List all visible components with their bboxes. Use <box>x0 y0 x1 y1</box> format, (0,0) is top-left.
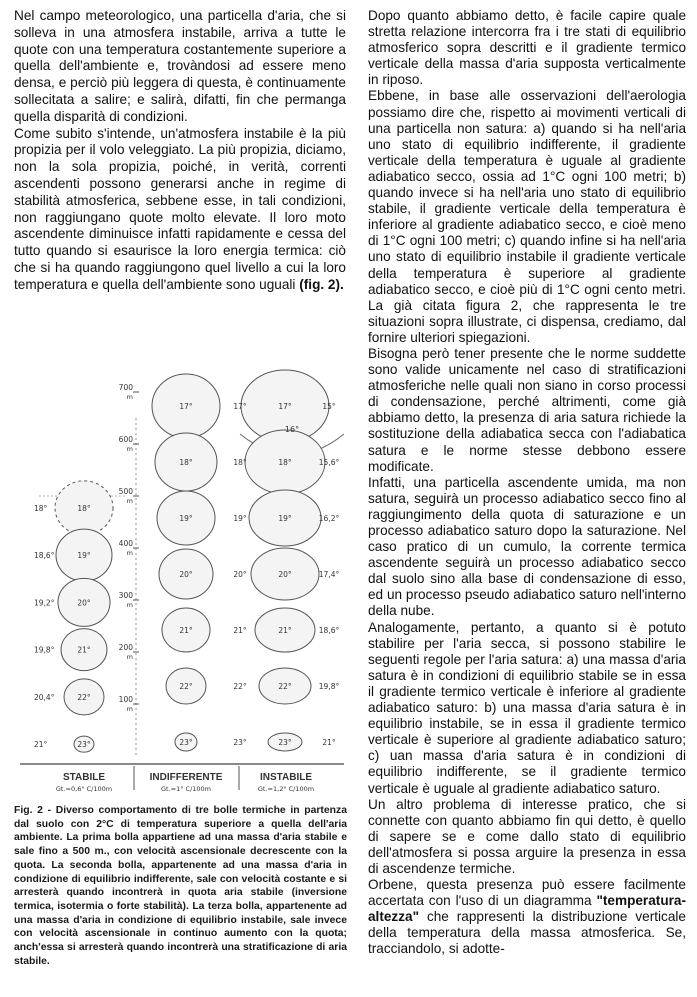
ambient-temperature: 19,8° <box>318 682 340 691</box>
bubble-temperature: 23° <box>77 740 91 750</box>
altitude-label: 400 <box>118 539 133 548</box>
paragraph <box>368 877 686 957</box>
gradient-label: Gt.=1,2° C/100m <box>257 785 315 793</box>
bubble-temperature: 23° <box>179 738 193 747</box>
right-text-column <box>368 8 686 958</box>
ambient-temperature: 16,2° <box>318 514 340 523</box>
paragraph-text: che rappresenti la distribuzione verticale della temperatura della massa atmosferica. Se, tracciandolo, si adotte- <box>368 909 686 957</box>
altitude-unit: m <box>126 393 133 401</box>
ambient-temperature: 19,2° <box>34 598 55 608</box>
ambient-temperature: 17,4° <box>318 570 340 579</box>
ambient-temperature: 15° <box>322 402 336 411</box>
altitude-label: 600 <box>118 435 133 444</box>
altitude-unit: m <box>126 601 133 609</box>
altitude-label: 200 <box>118 643 133 652</box>
ambient-temperature: 21° <box>322 738 336 747</box>
paragraph: Un altro problema di interesse pratico, che si connette con quanto abbiamo fin qui detto, è quello di sapere se e come dallo stato di equilibrio dell'atmosfera si possa arguire la presenza in essa di ascendenze termiche. <box>368 796 686 876</box>
ambient-temperature: 15,6° <box>318 458 340 467</box>
altitude-label: 500 <box>118 487 133 496</box>
altitude-unit: m <box>126 549 133 557</box>
ambient-temperature: 19,8° <box>34 645 55 655</box>
paragraph: Dopo quanto abbiamo detto, è facile capire quale stretta relazione intercorra fra i tre stati di equilibrio atmosferico sopra descritti e il gradiente termico verticale della massa d'aria supposta verticalmente in riposo. <box>368 8 686 88</box>
bubble-temperature: 18° <box>179 458 193 467</box>
altitude-unit: m <box>126 497 133 505</box>
bubble-temperature: 20° <box>77 598 91 608</box>
altitude-label: 300 <box>118 591 133 600</box>
ambient-temperature: 17° <box>233 402 247 411</box>
bubble-temperature: 22° <box>77 692 91 702</box>
thermal-bubbles-diagram <box>14 383 347 796</box>
paragraph: Infatti, una particella ascendente umida, ma non satura, seguirà un processo adiabatico secco fino al raggiungimento della quota di saturazione e un processo adiabatico saturo dopo la saturazione. Nel caso pratico di un cumulo, la corrente termica ascendente seguirà un processo adiabatico secco dal suolo sino alla base di condensazione di esso, ed un processo pseudo adiabatico saturo nell'interno della nube. <box>368 474 686 619</box>
altitude-unit: m <box>126 445 133 453</box>
paragraph-text: Orbene, questa presenza può essere facilmente accertata con l'uso di un diagramma <box>368 877 686 909</box>
ambient-temperature: 19° <box>233 514 247 523</box>
bubble-temperature: 23° <box>278 738 292 747</box>
altitude-label: 700 <box>118 383 133 392</box>
bubble-temperature: 21° <box>77 645 91 655</box>
paragraph: Bisogna però tener presente che le norme suddette sono valide unicamente nel caso di stratificazioni atmosferiche nelle quali non siano in corso processi di condensazione, perché altrimenti, come già abbiamo detto, la presenza di aria satura richiede la sostituzione della adiabatica secca con l'adiabatica satura e le norme stesse debbono essere modificate. <box>368 345 686 474</box>
bubble-temperature: 19° <box>77 551 91 561</box>
bubble-temperature: 20° <box>278 570 292 579</box>
ambient-temperature: 21° <box>233 626 247 635</box>
ambient-temperature: 22° <box>233 682 247 691</box>
bubble-temperature: 21° <box>179 626 193 635</box>
figure-reference: (fig. 2). <box>299 276 344 292</box>
altitude-unit: m <box>126 705 133 713</box>
bubble-temperature: 22° <box>179 682 193 691</box>
bubble-temperature: 22° <box>278 682 292 691</box>
bubble-temperature: 18° <box>278 458 292 467</box>
ambient-temperature: 18,6° <box>34 551 55 561</box>
top-temperature: 16° <box>284 425 300 434</box>
altitude-label: 100 <box>118 695 133 704</box>
ambient-temperature: 18° <box>233 458 247 467</box>
caption-text: Diverso comportamento di tre bolle termiche in partenza dal suolo con 2°C di temperatura superiore a quella dell'aria ambiente. La prima bolla appartiene ad una massa d'aria stabile e sale fino a 500 m., con velocità ascensionale decrescente con la quota. La seconda bolla, appartenente ad una massa d'aria in condizione di equilibrio indifferente, sale con velocità costante e si arresterà quando incontrerà in quota aria stabile (inversione termica, isotermia o forte stabilità). La terza bolla, appartenente ad una massa d'aria in condizione di equilibrio instabile, sale invece con velocità ascensionale in continuo aumento con la quota; anch'essa si arresterà quando incontrerà una stratificazione di aria stabile. <box>14 805 347 967</box>
bubble-temperature: 20° <box>179 570 193 579</box>
caption-label: Fig. 2 - <box>14 805 52 816</box>
bubble-temperature: 21° <box>278 626 292 635</box>
emphasized-term: "temperatura-altezza" <box>368 893 686 925</box>
column-label: STABILE <box>62 772 106 783</box>
altitude-unit: m <box>126 653 133 661</box>
ambient-temperature: 18,6° <box>318 626 340 635</box>
paragraph: Ebbene, in base alle osservazioni dell'aerologia possiamo dire che, rispetto ai movimenti verticali di una particella non satura: a) quando si ha nell'aria uno stato di equilibrio indifferente, il gradiente verticale della temperatura è uguale al gradiente adiabatico secco, ossia ad 1°C ogni 100 metri; b) quando invece si ha nell'aria uno stato di equilibrio stabile, il gradiente verticale della temperatura è inferiore al gradiente adiabatico secco, e cioè meno di 1°C ogni 100 metri; c) quando infine si ha nell'aria uno stato di equilibrio instabile il gradiente verticale della temperatura è superiore al gradiente adiabatico secco, e cioè più di 1°C ogni cento metri. La già citata figura 2, che rappresenta le tre situazioni sopra illustrate, ci dispensa, crediamo, dal fornire ulteriori spiegazioni. <box>368 88 686 345</box>
bubble-temperature: 18° <box>77 503 91 513</box>
paragraph <box>14 126 346 294</box>
figure-thermal-bubbles <box>14 383 347 796</box>
column-label: INSTABILE <box>259 772 313 783</box>
left-text-column <box>14 8 346 294</box>
gradient-label: Gt.=0,6° C/100m <box>55 785 113 793</box>
ambient-temperature: 21° <box>34 740 48 750</box>
bubble-temperature: 19° <box>278 514 292 523</box>
paragraph: Analogamente, pertanto, a quanto si è potuto stabilire per l'aria secca, si possono stabilire le seguenti regole per l'aria satura: a) una massa d'aria satura è in condizioni di equilibrio stabile se in essa il gradiente termico verticale è inferiore al gradiente adiabatico saturo: b) una massa d'aria satura è in equilibrio instabile, se in essa il gradiente termico verticale è superiore al gradiente adiabatico saturo; c) uan massa d'aria satura è in condizioni di equilibrio indifferente, se il gradiente termico verticale è uguale al gradiente adiabatico saturo. <box>368 619 686 796</box>
figure-caption <box>14 804 347 968</box>
bubble-temperature: 17° <box>278 402 292 411</box>
bubble-temperature: 17° <box>179 402 193 411</box>
ambient-temperature: 20,4° <box>34 692 55 702</box>
ambient-temperature: 23° <box>233 738 247 747</box>
bubble-temperature: 19° <box>179 514 193 523</box>
paragraph: Nel campo meteorologico, una particella d'aria, che si solleva in una atmosfera instabile, arriva a tutte le quote con una temperatura costantemente superiore a quella dell'ambiente e, trovàndosi ad essere meno densa, e perciò più leggera di questa, è continuamente sollecitata a salire; e salirà, difatti, fin che permanga quella disparità di condizioni. <box>14 8 346 124</box>
paragraph-text: Come subito s'intende, un'atmosfera instabile è la più propizia per il volo veleggiato. La più propizia, diciamo, non la sola propizia, poiché, in verità, correnti ascendenti possono generarsi anche in regime di stabilità atmosferica, sebbene esse, in tali condizioni, non raggiungano quote molto elevate. Il loro moto ascendente diminuisce infatti rapidamente e cessa del tutto quando si esaurisce la loro energia termica: ciò che si ha quando raggiungono quel livello a cui la loro temperatura e quella dell'ambiente sono uguali <box>14 125 346 292</box>
column-label: INDIFFERENTE <box>149 772 223 783</box>
ambient-temperature: 18° <box>34 503 48 513</box>
gradient-label: Gt.=1° C/100m <box>160 785 212 793</box>
ambient-temperature: 20° <box>233 570 247 579</box>
